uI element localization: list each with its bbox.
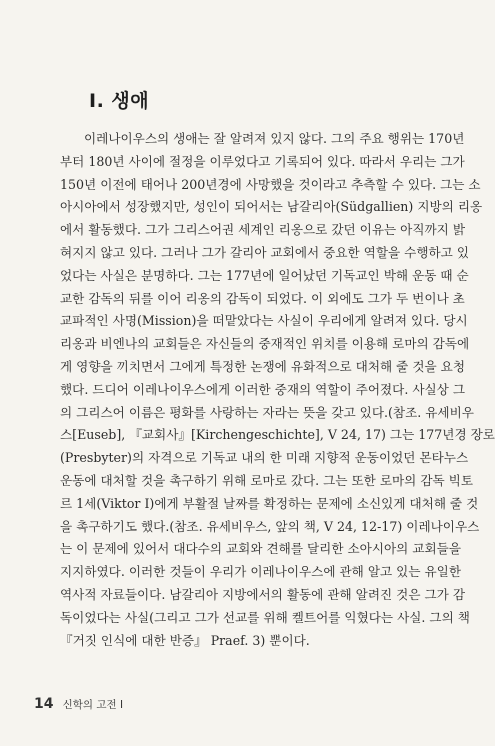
text-line: 부터 180년 사이에 절정을 이루었다고 기록되어 있다. 따라서 우리는 그가 [60, 153, 465, 169]
page-number: 14 [34, 696, 54, 712]
text-line: 아시아에서 성장했지만, 성인이 되어서는 남갈리아(Südgallien) 지방의 리옹 [60, 199, 483, 215]
text-line: (Presbyter)의 자격으로 기독교 내의 한 미래 지향적 운동이었던 몬타누스 [60, 450, 469, 466]
text-line: 운동에 대처할 것을 촉구하기 위해 로마로 갔다. 그는 또한 로마의 감독 빅토 [60, 472, 474, 488]
text-line: 스[Euseb], 『교회사』[Kirchengeschichte], V 24, 17) 그는 177년경 장로 [60, 427, 495, 443]
text-line: 150년 이전에 태어나 200년경에 사망했을 것이라고 추측할 수 있다. 그는 소 [60, 176, 481, 192]
text-line: 었다는 사실은 분명하다. 그는 177년에 일어났던 기독교인 박해 운동 때 순 [60, 267, 469, 283]
text-line: 르 1세(Viktor I)에게 부활절 날짜를 확정하는 문제에 소신있게 대처해 줄 것 [60, 495, 479, 511]
body-text [60, 128, 495, 652]
text-line: 을 촉구하기도 했다.(참조. 유세비우스, 앞의 책, V 24, 12-17) 이레나이우스 [60, 518, 480, 534]
text-line: 이레나이우스의 생애는 잘 알려져 있지 않다. 그의 주요 행위는 170년 [84, 131, 465, 146]
text-line: 교파적인 사명(Mission)을 떠맡았다는 사실이 우리에게 알려져 있다. 당시 [60, 313, 468, 329]
text-line: 했다. 드디어 이레나이우스에게 이러한 중재의 역할이 주어졌다. 사실상 그 [60, 381, 465, 397]
text-line: 독이었다는 사실(그리고 그가 선교를 위해 켈트어를 익혔다는 사실. 그의 책 [60, 609, 470, 625]
text-line: 에서 활동했다. 그가 그리스어권 세계인 리옹으로 갔던 이유는 아직까지 밝 [60, 222, 465, 238]
page-footer [34, 693, 123, 712]
text-line: 지지하였다. 이러한 것들이 우리가 이레나이우스에 관해 알고 있는 유일한 [60, 564, 461, 580]
text-line: 교한 감독의 뒤를 이어 리옹의 감독이 되었다. 이 외에도 그가 두 번이나 초 [60, 290, 465, 306]
text-line: 역사적 자료들이다. 남갈리아 지방에서의 활동에 관해 알려진 것은 그가 감 [60, 586, 465, 602]
text-line: 『거짓 인식에 대한 반증』 Praef. 3) 뿐이다. [60, 632, 310, 648]
text-line: 의 그리스어 이름은 평화를 사랑하는 자라는 뜻을 갖고 있다.(참조. 유세비우 [60, 404, 474, 420]
section-heading: I. 생애 [89, 90, 150, 112]
text-line: 는 이 문제에 있어서 대다수의 교회와 견해를 달리한 소아시아의 교회들을 [60, 541, 461, 557]
text-line: 혀지지 않고 있다. 그러나 그가 갈리아 교회에서 중요한 역할을 수행하고 있 [60, 244, 470, 260]
text-line: 게 영향을 끼치면서 그에게 특정한 논쟁에 유화적으로 대처해 줄 것을 요청 [60, 358, 465, 374]
running-title: 신학의 고전 I [62, 699, 124, 711]
text-line: 리옹과 비엔나의 교회들은 자신들의 중재적인 위치를 이용해 로마의 감독에 [60, 336, 470, 352]
